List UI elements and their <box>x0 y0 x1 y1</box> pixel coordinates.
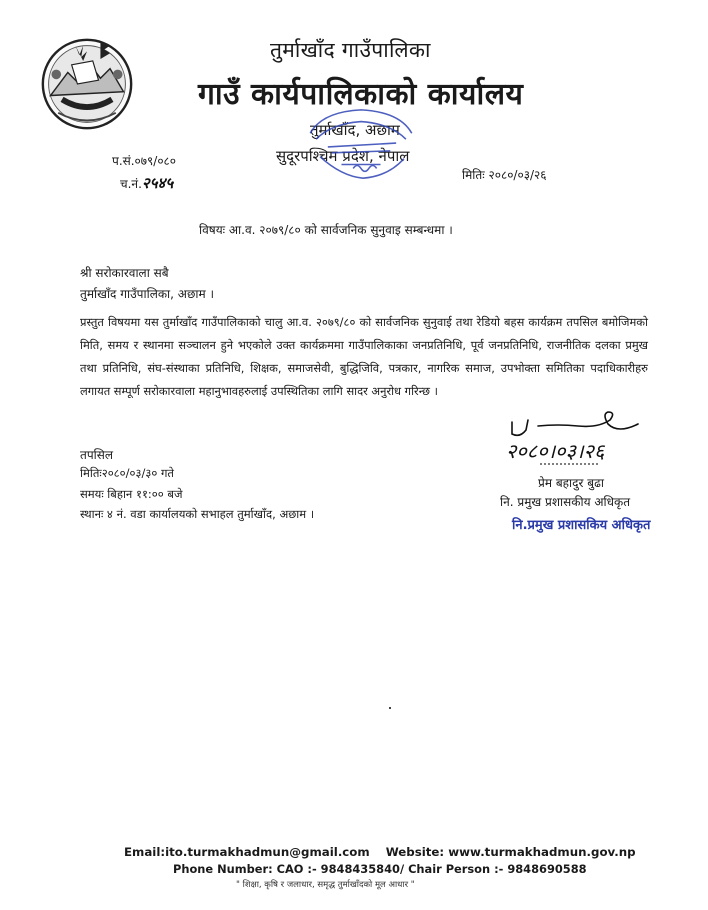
footer-motto: " शिक्षा, कृषि र जलाधार, समृद्ध तुर्माखाँदको मूल आधार " <box>236 880 415 890</box>
footer-email: Email:ito.turmakhadmun@gmail.com <box>124 845 370 859</box>
details-heading: तपसिल <box>80 448 114 462</box>
handwritten-date: २०८०।०३।२६ <box>506 439 605 463</box>
footer-website: Website: www.turmakhadmun.gov.np <box>385 845 636 859</box>
event-date: मितिः२०८०/०३/३० गते <box>80 466 174 480</box>
municipality-name: तुर्माखाँद गाउँपालिका <box>270 38 431 62</box>
recipient-line-2: तुर्माखाँद गाउँपालिका, अछाम । <box>80 287 215 301</box>
letter-subject: विषयः आ.व. २०७९/८० को सार्वजनिक सुनुवाइ सम्बन्धमा । <box>199 223 453 237</box>
page-speck <box>389 707 391 709</box>
signer-seal: नि.प्रमुख प्रशासकिय अधिकृत <box>512 518 651 533</box>
dispatch-number-label: च.नं. <box>120 177 142 191</box>
letter-body: प्रस्तुत विषयमा यस तुर्माखाँद गाउँपालिकाको चालु आ.व. २०७९/८० को सार्वजनिक सुनुवाई तथा रेडियो बहस कार्यक्रम तपसिल बमोजिमको मिति, समय र स्थानमा सञ्चालन हुने भएकोले उक्त कार्यक्रममा गाउँपालिकाका जनप्रतिनिधि, पूर्व जनप्रतिनिधि, राजनीतिक दलका प्रमुख तथा प्रतिनिधि, संघ-संस्थाका प्रतिनिधि, शिक्षक, समाजसेवी, बुद्धिजिवि, पत्रकार, नागरिक समाज, उपभोक्ता समितिका पदाधिकारीहरु लगायत सम्पूर्ण सरोकारवाला महानुभावहरुलाई उपस्थितिका लागि सादर अनुरोध गरिन्छ । <box>80 315 648 398</box>
handwritten-signature-icon <box>498 404 678 468</box>
dispatch-number-value: २५४५ <box>141 174 174 192</box>
signer-title: नि. प्रमुख प्रशासकीय अधिकृत <box>500 495 631 509</box>
event-time: समयः बिहान ११:०० बजे <box>80 487 183 501</box>
event-venue: स्थानः ४ नं. वडा कार्यालयको सभाहल तुर्माखाँद, अछाम । <box>80 507 315 521</box>
dispatch-number <box>120 173 173 193</box>
recipient-line-1: श्री सरोकारवाला सबै <box>80 266 169 280</box>
office-stamp-icon <box>302 104 420 186</box>
office-name: गाउँ कार्यपालिकाको कार्यालय <box>198 77 524 112</box>
letter-date: मितिः २०८०/०३/२६ <box>462 168 547 182</box>
signer-name: प्रेम बहादुर बुढा <box>538 476 604 490</box>
footer-phone: Phone Number: CAO :- 9848435840/ Chair Person :- 9848690588 <box>173 862 587 876</box>
nepal-government-emblem-icon <box>38 36 136 132</box>
footer-contact <box>124 845 636 859</box>
address-line-2: सुदूरपश्चिम प्रदेश, नेपाल <box>276 147 410 165</box>
letter-reference-number: प.सं.०७९/०८० <box>112 154 177 168</box>
address-line-1: तुर्माखाँद, अछाम <box>310 121 400 139</box>
